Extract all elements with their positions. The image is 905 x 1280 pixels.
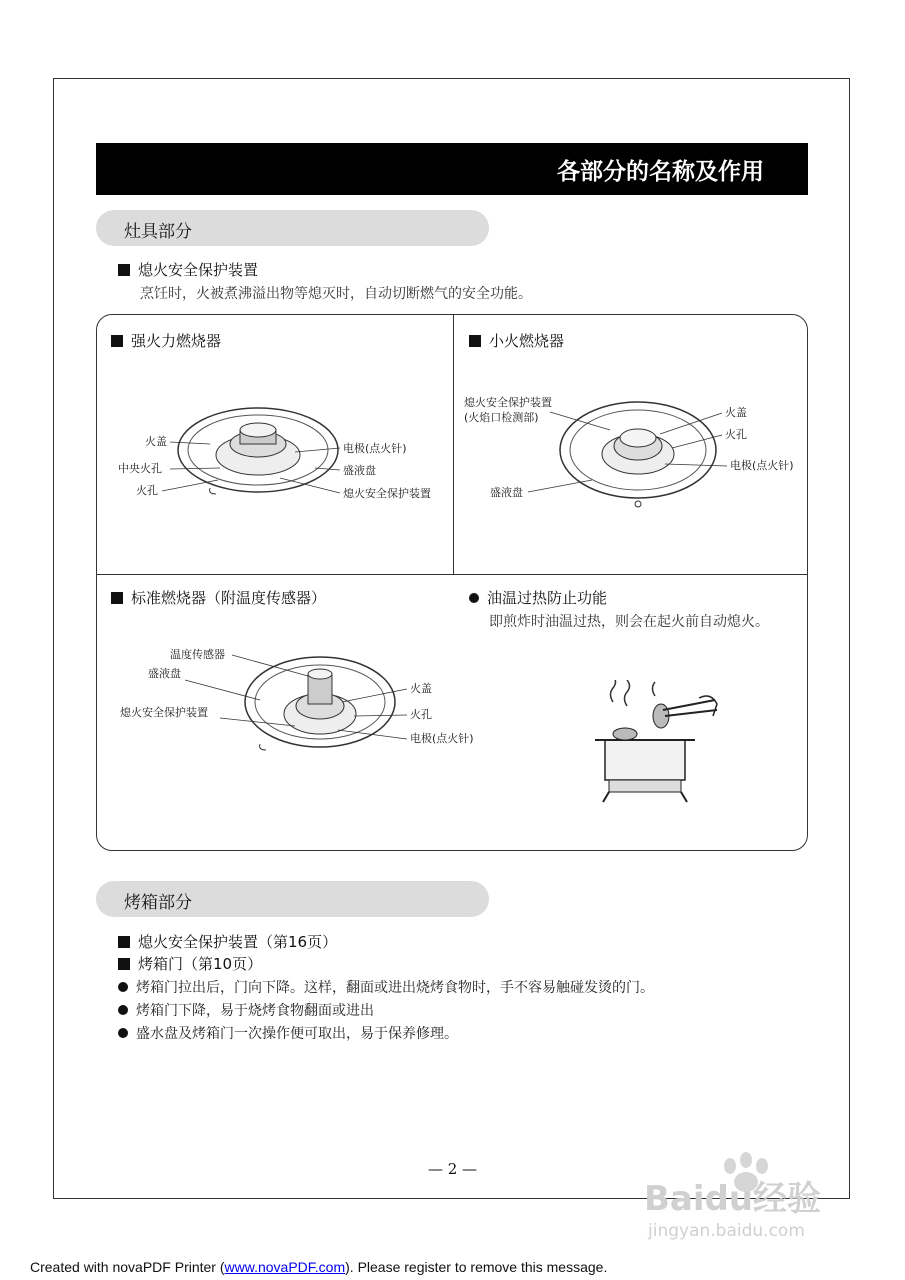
section-stove-label: 灶具部分 xyxy=(124,222,192,242)
label-electrode: 电极(点火针) xyxy=(343,442,407,455)
label-drip-tray: 盛液盘 xyxy=(490,486,523,499)
footer-suffix: ). Please register to remove this message. xyxy=(345,1259,608,1275)
flameout-heading xyxy=(118,259,258,280)
label-fire-cover: 火盖 xyxy=(410,682,432,695)
panel-standard-title xyxy=(111,587,326,608)
label-fire-hole: 火孔 xyxy=(725,428,747,441)
oven-heading-2 xyxy=(118,953,262,974)
label-fire-cover: 火盖 xyxy=(145,435,167,448)
oven-bullet-2 xyxy=(118,1000,374,1020)
oven-bullet-1-text: 烤箱门拉出后，门向下降。这样，翻面或进出烧烤食物时，手不容易触碰发烫的门。 xyxy=(136,980,654,996)
flameout-desc: 烹饪时，火被煮沸溢出物等熄灭时，自动切断燃气的安全功能。 xyxy=(140,286,532,302)
panel-strong-title-text: 强火力燃烧器 xyxy=(131,332,222,350)
label-temp-sensor: 温度传感器 xyxy=(170,648,225,661)
square-bullet-icon xyxy=(118,264,130,276)
label-drip-tray: 盛液盘 xyxy=(343,464,376,477)
panel-oil-desc: 即煎炸时油温过热，则会在起火前自动熄火。 xyxy=(489,614,769,630)
flameout-heading-text: 熄火安全保护装置 xyxy=(138,261,259,279)
novapdf-link[interactable]: www.novaPDF.com xyxy=(224,1259,346,1275)
strong-burner-diagram xyxy=(110,400,450,510)
label-flameout-device: 熄火安全保护装置 xyxy=(120,706,208,719)
label-electrode: 电极(点火针) xyxy=(410,732,474,745)
round-bullet-icon xyxy=(469,593,479,603)
divider-horizontal xyxy=(96,574,808,575)
round-bullet-icon xyxy=(118,1005,128,1015)
small-burner-diagram xyxy=(460,390,805,515)
square-bullet-icon xyxy=(469,335,481,347)
square-bullet-icon xyxy=(111,592,123,604)
watermark-text: Baidu经验 xyxy=(644,1179,822,1219)
panel-oil-title-text: 油温过热防止功能 xyxy=(487,589,608,607)
panel-small-title-text: 小火燃烧器 xyxy=(489,332,565,350)
oven-heading-1-text: 熄火安全保护装置（第16页） xyxy=(138,933,338,951)
square-bullet-icon xyxy=(111,335,123,347)
round-bullet-icon xyxy=(118,982,128,992)
label-fire-hole: 火孔 xyxy=(410,708,432,721)
section-oven-label: 烤箱部分 xyxy=(124,893,192,913)
panel-standard-title-text: 标准燃烧器（附温度传感器） xyxy=(131,589,327,607)
square-bullet-icon xyxy=(118,936,130,948)
oven-bullet-3-text: 盛水盘及烤箱门一次操作便可取出，易于保养修理。 xyxy=(136,1026,458,1042)
label-fire-hole: 火孔 xyxy=(136,484,158,497)
panel-oil-title xyxy=(469,587,607,608)
section-oven-pill xyxy=(96,881,489,917)
label-flameout-device: 熄火安全保护装置 xyxy=(464,396,552,409)
page-title: 各部分的名称及作用 xyxy=(557,159,764,185)
footer-prefix: Created with novaPDF Printer ( xyxy=(30,1259,225,1275)
oven-bullet-3 xyxy=(118,1023,458,1043)
label-fire-cover: 火盖 xyxy=(725,406,747,419)
oven-heading-1 xyxy=(118,931,337,952)
section-stove-pill xyxy=(96,210,489,246)
baidu-watermark-logo xyxy=(642,1148,852,1243)
label-center-hole: 中央火孔 xyxy=(118,462,162,475)
novapdf-footer xyxy=(30,1259,607,1275)
divider-vertical xyxy=(453,314,454,574)
label-electrode: 电极(点火针) xyxy=(730,459,794,472)
panel-small-title xyxy=(469,330,564,351)
oven-bullet-1 xyxy=(118,977,654,997)
round-bullet-icon xyxy=(118,1028,128,1038)
oven-bullet-2-text: 烤箱门下降，易于烧烤食物翻面或进出 xyxy=(136,1003,374,1019)
title-bar xyxy=(96,143,808,195)
watermark-url: jingyan.baidu.com xyxy=(648,1221,805,1241)
frying-pot-illustration xyxy=(595,680,725,805)
square-bullet-icon xyxy=(118,958,130,970)
oven-heading-2-text: 烤箱门（第10页） xyxy=(138,955,263,973)
label-flame-detector: (火焰口检测部) xyxy=(464,411,539,424)
label-flameout-device: 熄火安全保护装置 xyxy=(343,487,431,500)
standard-burner-diagram xyxy=(110,640,490,775)
label-drip-tray: 盛液盘 xyxy=(148,667,181,680)
page-number: — 2 — xyxy=(427,1160,478,1178)
panel-strong-title xyxy=(111,330,221,351)
